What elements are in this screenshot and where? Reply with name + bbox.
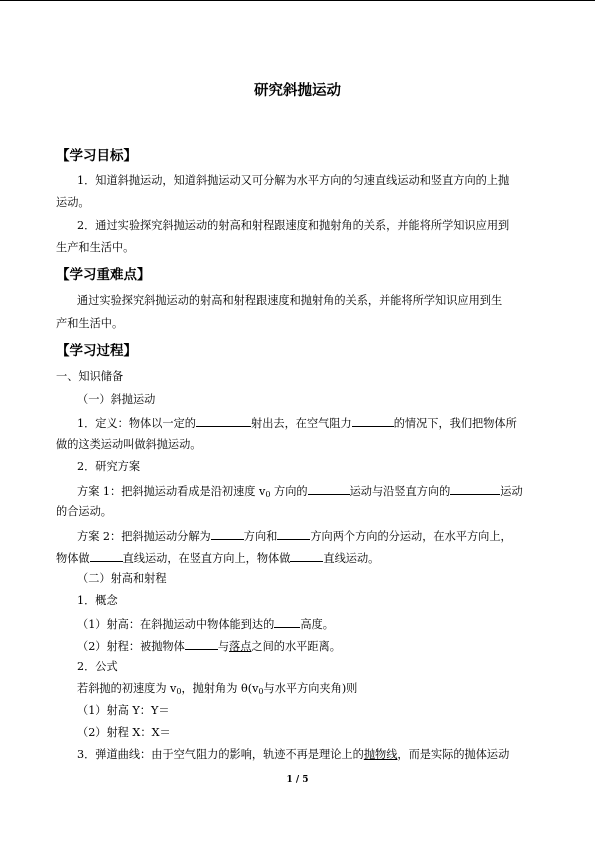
key-points-line-a: 通过实验探究斜抛运动的射高和射程跟速度和抛射角的关系，并能将所学知识应用到生 bbox=[77, 294, 503, 307]
definition-line-b: 做的这类运动叫做斜抛运动。 bbox=[56, 438, 202, 451]
research-plan-label: 2．研究方案 bbox=[77, 460, 141, 473]
concept-1-line bbox=[77, 616, 334, 632]
heading-goals: 【学习目标】 bbox=[56, 148, 137, 164]
definition-text-3: 的情况下，我们把物体所 bbox=[393, 417, 517, 430]
concept-2-line bbox=[77, 638, 341, 654]
formula-label: 2．公式 bbox=[77, 660, 118, 673]
blank-plan-2-c[interactable] bbox=[90, 550, 123, 562]
formula-intro-text-2: ，抛射角为 θ(v bbox=[181, 682, 259, 695]
subsection-height-range: （二）射高和射程 bbox=[77, 572, 167, 585]
page-title: 研究斜抛运动 bbox=[254, 83, 341, 99]
plan-1-text-3: 运动与沿竖直方向的 bbox=[349, 485, 451, 498]
parabola-underlined: 抛物线 bbox=[363, 748, 398, 761]
goal-1-line-b: 运动。 bbox=[56, 196, 90, 209]
concept-1-text-1: （1）射高：在斜抛运动中物体能到达的 bbox=[77, 618, 275, 631]
formula-height: （1）射高 Y：Y＝ bbox=[77, 704, 170, 717]
goal-2-line-a: 2．通过实验探究斜抛运动的射高和射程跟速度和抛射角的关系，并能将所学知识应用到 bbox=[77, 219, 510, 232]
plan-1-line-a bbox=[77, 483, 523, 502]
formula-intro-text-3: 与水平方向夹角)则 bbox=[263, 682, 358, 695]
plan-2-text-6: 直线运动。 bbox=[323, 552, 380, 565]
plan-1-subscript: 0 bbox=[265, 490, 271, 499]
blank-plan-2-b[interactable] bbox=[277, 528, 310, 540]
ballistic-text-1: 3．弹道曲线：由于空气阻力的影响，轨迹不再是理论上的 bbox=[77, 748, 364, 761]
landing-point-underlined: 落点 bbox=[229, 640, 252, 653]
blank-plan-2-a[interactable] bbox=[211, 528, 244, 540]
plan-2-text-3: 方向两个方向的分运动，在水平方向上， bbox=[310, 530, 512, 543]
formula-intro-sub-1: 0 bbox=[176, 687, 182, 696]
concept-2-text-1: （2）射程：被抛物体 bbox=[77, 640, 185, 653]
goal-2-line-b: 生产和生活中。 bbox=[56, 241, 135, 254]
ballistic-text-2: ，而是实际的抛体运动 bbox=[397, 748, 510, 761]
goal-1-line-a: 1．知道斜抛运动，知道斜抛运动又可分解为水平方向的匀速直线运动和竖直方向的上抛 bbox=[77, 174, 510, 187]
blank-plan-2-d[interactable] bbox=[290, 550, 323, 562]
definition-text-2: 射出去，在空气阻力 bbox=[251, 417, 352, 430]
formula-intro bbox=[77, 682, 357, 699]
formula-intro-text-1: 若斜抛的初速度为 v bbox=[77, 682, 177, 695]
blank-plan-1-a[interactable] bbox=[308, 483, 350, 495]
concept-label: 1．概念 bbox=[77, 594, 118, 607]
plan-1-text-1: 方案 1：把斜抛运动看成是沿初速度 v bbox=[77, 485, 266, 498]
key-points-line-b: 产和生活中。 bbox=[56, 317, 124, 330]
heading-key-points: 【学习重难点】 bbox=[56, 267, 151, 283]
blank-initial-velocity[interactable] bbox=[196, 415, 251, 427]
top-rule bbox=[0, 0, 595, 1]
definition-line-a bbox=[77, 415, 517, 431]
plan-1-text-2: 方向的 bbox=[270, 485, 308, 498]
concept-2-text-2: 与 bbox=[217, 640, 230, 653]
blank-launch-point[interactable] bbox=[185, 638, 218, 650]
plan-2-text-5: 直线运动，在竖直方向上，物体做 bbox=[122, 552, 291, 565]
formula-range: （2）射程 X：X＝ bbox=[77, 726, 171, 739]
blank-air-resistance[interactable] bbox=[352, 415, 394, 427]
plan-1-line-b: 的合运动。 bbox=[56, 505, 112, 518]
formula-intro-sub-2: 0 bbox=[258, 687, 264, 696]
plan-1-text-4: 运动 bbox=[500, 485, 523, 498]
section-knowledge: 一、知识储备 bbox=[56, 370, 124, 383]
plan-2-line-a bbox=[77, 528, 512, 544]
concept-1-text-2: 高度。 bbox=[300, 618, 334, 631]
definition-text-1: 1．定义：物体以一定的 bbox=[77, 417, 196, 430]
blank-plan-1-b[interactable] bbox=[450, 483, 500, 495]
blank-max-height[interactable] bbox=[274, 616, 300, 628]
concept-2-text-3: 之间的水平距离。 bbox=[251, 640, 341, 653]
plan-2-text-1: 方案 2：把斜抛运动分解为 bbox=[77, 530, 211, 543]
subsection-oblique-motion: （一）斜抛运动 bbox=[77, 393, 156, 406]
ballistic-curve-line bbox=[77, 748, 509, 762]
plan-2-text-2: 方向和 bbox=[243, 530, 278, 543]
plan-2-line-b bbox=[56, 550, 379, 566]
page-number: 1 / 5 bbox=[286, 775, 309, 785]
plan-2-text-4: 物体做 bbox=[56, 552, 90, 565]
heading-process: 【学习过程】 bbox=[56, 343, 137, 359]
